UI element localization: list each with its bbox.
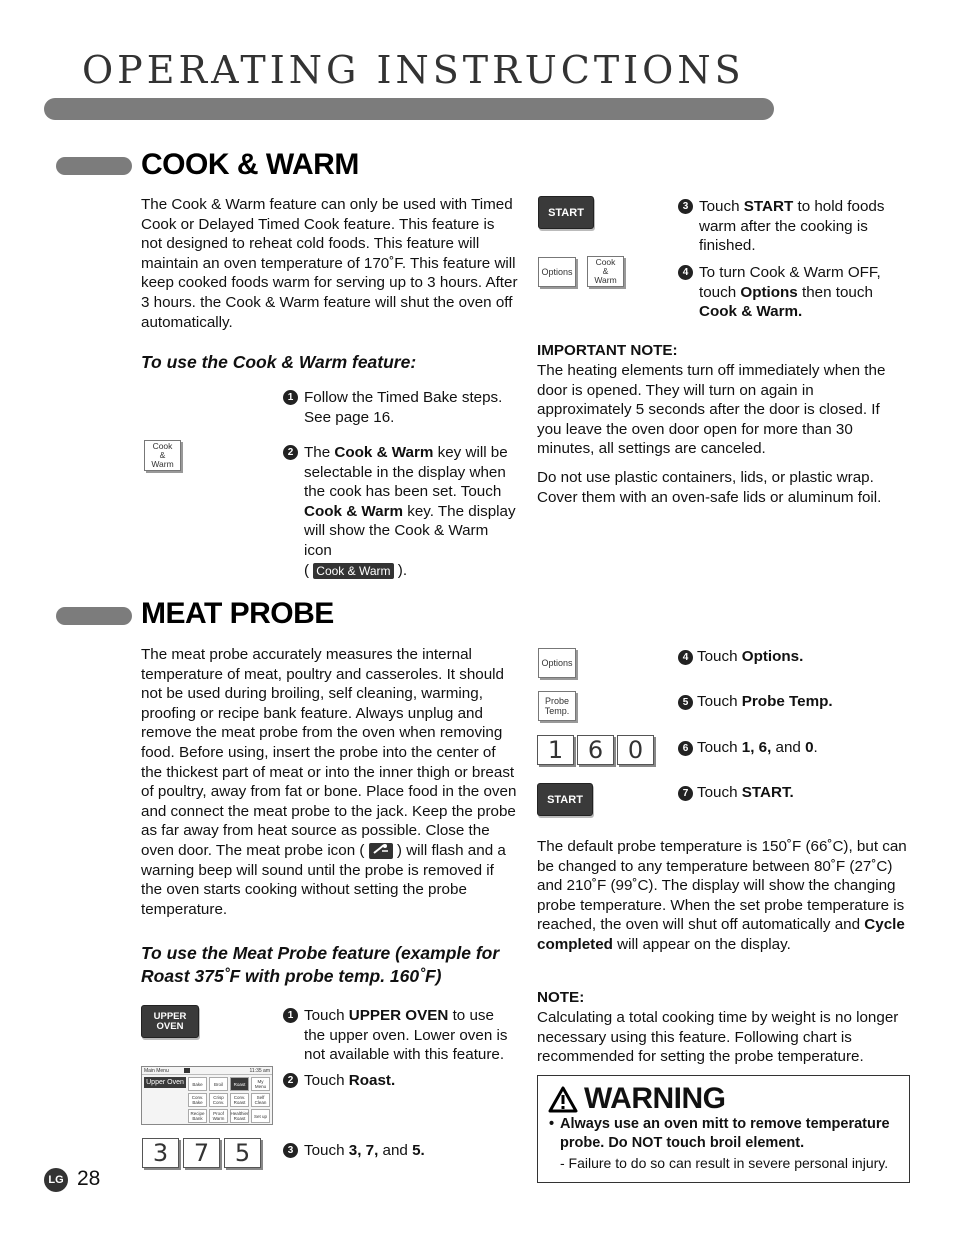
- display-upper-oven: Upper Oven: [144, 1077, 186, 1088]
- step-text: to use the upper oven. Lower oven is not available with this feature.: [304, 1007, 508, 1064]
- upper-oven-key[interactable]: [141, 1005, 199, 1038]
- step-text: (: [304, 561, 310, 579]
- default-probe-text: [537, 837, 907, 955]
- cook-warm-step-1: [283, 388, 515, 427]
- intro-text: ) will flash and a warning beep will sound until the probe is removed if the oven starts cooking without setting the probe temperature.: [141, 841, 506, 918]
- display-top-bar: [142, 1067, 272, 1075]
- meat-probe-intro: [141, 645, 519, 919]
- step-text: The: [304, 444, 335, 461]
- step-text-bold: Roast.: [348, 1072, 396, 1089]
- digit-key-5[interactable]: 5: [224, 1138, 261, 1168]
- step-text-bold: START: [743, 198, 794, 215]
- step-number: 3: [678, 199, 693, 214]
- important-note-text: The heating elements turn off immediately when the door is opened. They will turn on again in approximately 5 seconds after the door is closed. If you leave the oven door open for more than 30 minutes, all settings are canceled.: [537, 362, 886, 458]
- cook-warm-key[interactable]: [144, 440, 181, 471]
- start-key-2[interactable]: START: [537, 783, 593, 816]
- step-number: 3: [283, 1143, 298, 1158]
- display-roast[interactable]: Roast: [230, 1077, 249, 1091]
- meat-probe-step-7: [678, 783, 903, 803]
- digit-key-3[interactable]: 3: [142, 1138, 179, 1168]
- step-number: 2: [283, 445, 298, 460]
- warning-bullet-text: Always use an oven mitt to remove temperature probe. Do NOT touch broil element.: [560, 1116, 890, 1151]
- display-self-clean[interactable]: Self Clean: [251, 1093, 270, 1107]
- key-label: Warm: [151, 459, 174, 469]
- step-text-bold: Cook & Warm.: [699, 303, 803, 321]
- step-text-bold: Options: [740, 283, 798, 301]
- start-key[interactable]: START: [538, 196, 594, 229]
- key-label: &: [159, 450, 166, 460]
- step-text: then touch: [797, 283, 873, 301]
- step-text-bold: 0: [805, 739, 814, 756]
- display-conv-roast[interactable]: Conv. Roast: [230, 1093, 249, 1107]
- step-text: Touch: [304, 1007, 349, 1024]
- important-note-heading: IMPORTANT NOTE:: [537, 342, 678, 359]
- step-text: Touch: [304, 1072, 349, 1089]
- display-bake[interactable]: Bake: [188, 1077, 207, 1091]
- oven-display-screen: [141, 1066, 273, 1125]
- step-text: Touch: [697, 739, 742, 756]
- step-text: To turn Cook & Warm OFF, touch: [699, 264, 881, 301]
- meat-probe-step-5: [678, 692, 903, 712]
- step-number: 1: [283, 390, 298, 405]
- step-text: Touch: [697, 648, 742, 665]
- digit-key-6[interactable]: 6: [577, 735, 614, 765]
- display-my-menu[interactable]: My Menu: [251, 1077, 270, 1091]
- display-crisp-conv[interactable]: Crisp Conv.: [209, 1093, 228, 1107]
- lg-logo-icon: LG: [44, 1168, 68, 1192]
- meat-probe-step-4: [678, 647, 903, 667]
- key-label: Probe: [544, 696, 569, 706]
- step-text: Touch: [699, 198, 744, 215]
- cook-warm-title: COOK & WARM: [141, 148, 359, 181]
- warning-header: [548, 1082, 726, 1116]
- cook-warm-key-2[interactable]: [587, 256, 624, 287]
- key-label: Cook: [152, 441, 173, 451]
- cook-warm-display-icon: Cook & Warm: [313, 563, 393, 579]
- step-text: and: [378, 1142, 413, 1159]
- display-recipe-bank[interactable]: Recipe Bank: [188, 1109, 207, 1123]
- step-number: 4: [678, 265, 693, 280]
- cook-warm-intro: The Cook & Warm feature can only be used with Timed Cook or Delayed Timed Cook feature. This feature is not designed to reheat cold foods. This feature will maintain an oven temperature of 170˚F. This feature will keep cooked foods warm for serving up to 3 hours. After 3 hours. the Cook & Warm feature will shut the oven off automatically.: [141, 196, 518, 331]
- body-text-bold: Cycle completed: [537, 916, 905, 953]
- bullet-dot: •: [549, 1116, 555, 1132]
- warning-triangle-icon: [548, 1086, 578, 1113]
- step-text: to hold foods warm after the cooking is finished.: [699, 198, 885, 255]
- step-text: Follow the Timed Bake steps. See page 16.: [304, 389, 503, 426]
- step-number: 1: [283, 1008, 298, 1023]
- step-text-bold: Cook & Warm: [334, 444, 434, 461]
- step-text-bold: Cook & Warm: [304, 502, 404, 520]
- meat-probe-step-1: [283, 1006, 518, 1065]
- digit-key-0[interactable]: 0: [617, 735, 654, 765]
- step-text-bold: START.: [741, 784, 794, 801]
- step-text: and: [771, 739, 806, 756]
- cook-warm-step-3: [678, 197, 903, 256]
- plastic-note-text: Do not use plastic containers, lids, or plastic wrap. Cover them with an oven-safe lids or aluminum foil.: [537, 469, 882, 506]
- key-label: UPPER: [153, 1010, 187, 1022]
- key-label: OVEN: [156, 1020, 184, 1032]
- step-text-bold: 3, 7,: [348, 1142, 379, 1159]
- warning-sub: - Failure to do so can result in severe personal injury.: [560, 1155, 889, 1171]
- display-menu-label: Main Menu: [144, 1068, 169, 1074]
- display-proof-warm[interactable]: Proof Warm: [209, 1109, 228, 1123]
- key-label: Warm: [594, 275, 617, 285]
- step-text: Touch: [697, 693, 742, 710]
- meat-probe-step-6: [678, 738, 903, 758]
- key-label: Temp.: [544, 706, 570, 716]
- header-bar: [44, 98, 774, 120]
- step-text-bold: UPPER OVEN: [348, 1007, 449, 1024]
- meat-probe-step-3: [283, 1141, 518, 1161]
- step-text: ).: [397, 561, 408, 579]
- meat-probe-icon: [369, 843, 393, 859]
- warning-box: [537, 1075, 910, 1183]
- section-pill: [56, 607, 132, 625]
- cook-warm-step-4: [678, 263, 903, 322]
- step-text-bold: 5.: [412, 1142, 425, 1159]
- warning-title: WARNING: [584, 1082, 726, 1115]
- probe-temp-key[interactable]: [538, 691, 576, 721]
- step-text-bold: 1, 6,: [741, 739, 772, 756]
- step-text-bold: Probe Temp.: [741, 693, 833, 710]
- note-text: Calculating a total cooking time by weight is no longer necessary using this feature. Following chart is recommended for setting the probe temperature.: [537, 1009, 899, 1066]
- cook-warm-step-2: [283, 443, 518, 580]
- step-number: 5: [678, 695, 693, 710]
- display-time: 11:35 am: [249, 1068, 270, 1074]
- probe-icon: [184, 1068, 190, 1073]
- step-number: 7: [678, 786, 693, 801]
- step-text: key. The display will show the Cook & Warm icon: [304, 502, 516, 559]
- step-text: key will be selectable in the display when the cook has been set. Touch: [304, 444, 508, 501]
- key-label: Cook: [595, 257, 616, 267]
- step-text-bold: Options.: [741, 648, 804, 665]
- meat-probe-subhead: To use the Meat Probe feature (example for Roast 375˚F with probe temp. 160˚F): [141, 943, 500, 986]
- key-label: &: [602, 266, 609, 276]
- options-key[interactable]: Options: [538, 257, 576, 287]
- display-conv-bake[interactable]: Conv. Bake: [188, 1093, 207, 1107]
- body-text: will appear on the display.: [612, 935, 791, 953]
- intro-text: The meat probe accurately measures the internal temperature of meat, poultry and casseroles. It should not be used during broiling, self cleaning, warming, proofing or recipe bank feature. Always unplug and remove the meat probe from the oven when removing food. Before using, insert the probe into the center of the thickest part of meat or into the inner thigh or breast of poultry, away from fat or bone. Place food in the oven and connect the meat probe to the jack. Keep the probe as far away from heat source as possible. Close the oven door. The meat probe icon (: [141, 646, 517, 859]
- step-number: 4: [678, 650, 693, 665]
- section-pill: [56, 157, 132, 175]
- step-number: 6: [678, 741, 693, 756]
- step-number: 2: [283, 1073, 298, 1088]
- note-heading: NOTE:: [537, 989, 585, 1006]
- cook-warm-subhead: To use the Cook & Warm feature:: [141, 352, 417, 372]
- page-header-title: OPERATING INSTRUCTIONS: [82, 48, 745, 92]
- step-text: .: [813, 739, 818, 756]
- digit-key-1[interactable]: 1: [537, 735, 574, 765]
- options-key-2[interactable]: Options: [538, 648, 576, 678]
- warning-bullet: [549, 1115, 904, 1153]
- step-text: Touch: [304, 1142, 349, 1159]
- display-healthier-roast[interactable]: Healthier Roast: [230, 1111, 249, 1121]
- display-broil[interactable]: Broil: [209, 1077, 228, 1091]
- body-text: The default probe temperature is 150˚F (66˚C), but can be changed to any temperature between 80˚F (27˚C) and 210˚F (99˚C). The display will show the changing probe temperature. When the set probe temperature is reached, the oven will shut off automatically and: [537, 838, 907, 934]
- meat-probe-title: MEAT PROBE: [141, 597, 334, 630]
- page-number: 28: [77, 1167, 101, 1190]
- step-text: Touch: [697, 784, 742, 801]
- digit-key-7[interactable]: 7: [183, 1138, 220, 1168]
- meat-probe-step-2: [283, 1071, 518, 1091]
- display-set-up[interactable]: Set up: [251, 1109, 270, 1123]
